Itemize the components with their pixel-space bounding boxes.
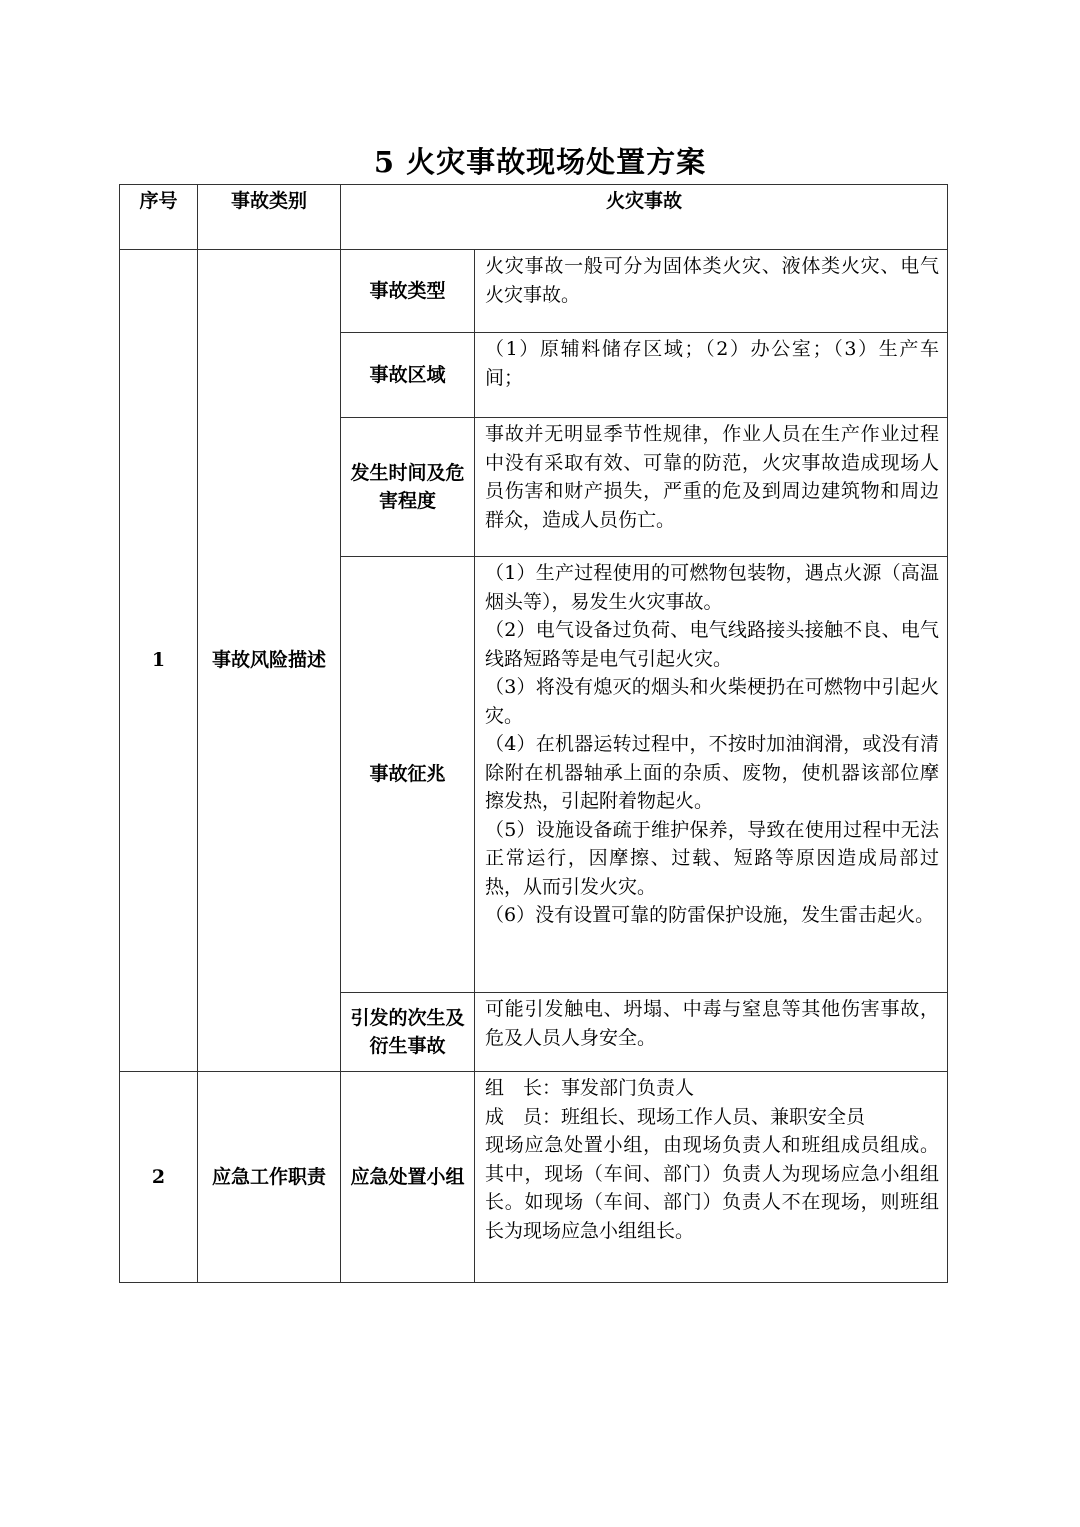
row-label: 事故类型	[341, 250, 475, 333]
disposal-plan-table	[119, 184, 948, 1283]
section-category: 事故风险描述	[198, 250, 341, 1072]
content-line: 火灾事故一般可分为固体类火灾、液体类火灾、电气火灾事故。	[485, 255, 940, 306]
content-line: 可能引发触电、坍塌、中毒与窒息等其他伤害事故，危及人员人身安全。	[485, 998, 940, 1049]
row-label: 发生时间及危害程度	[341, 418, 475, 557]
row-label: 事故征兆	[341, 557, 475, 993]
row-label: 事故区域	[341, 333, 475, 418]
row-content	[475, 250, 948, 333]
content-line: 组 长：事发部门负责人	[485, 1077, 695, 1099]
row-label: 引发的次生及衍生事故	[341, 993, 475, 1072]
content-line: （5）设施设备疏于维护保养，导致在使用过程中无法正常运行，因摩擦、过载、短路等原因造成局部过热，从而引发火灾。	[485, 818, 940, 898]
content-line: （2）电气设备过负荷、电气线路接头接触不良、电气线路短路等是电气引起火灾。	[485, 619, 940, 670]
content-line: （1）生产过程使用的可燃物包装物，遇点火源（高温烟头等），易发生火灾事故。	[485, 562, 940, 613]
table-row	[120, 250, 948, 333]
content-line: 事故并无明显季节性规律，作业人员在生产作业过程中没有采取有效、可靠的防范，火灾事故造成现场人员伤害和财产损失，严重的危及到周边建筑物和周边群众，造成人员伤亡。	[485, 423, 940, 531]
content-line: 成 员：班组长、现场工作人员、兼职安全员	[485, 1105, 866, 1128]
header-accident-type: 火灾事故	[341, 185, 948, 250]
row-content	[475, 993, 948, 1072]
content-line: （4）在机器运转过程中，不按时加油润滑，或没有清除附在机器轴承上面的杂质、废物，使机器该部位摩擦发热，引起附着物起火。	[485, 733, 940, 812]
content-line: （3）将没有熄灭的烟头和火柴梗扔在可燃物中引起火灾。	[485, 676, 940, 727]
table-row	[120, 1072, 948, 1283]
header-no: 序号	[120, 185, 198, 250]
header-row	[120, 185, 948, 250]
row-content	[475, 333, 948, 418]
row-label: 应急处置小组	[341, 1072, 475, 1283]
content-line: （1）原辅料储存区域；（2）办公室；（3）生产车间；	[485, 338, 940, 389]
section-no: 1	[120, 250, 198, 1072]
row-content	[475, 557, 948, 993]
section-category: 应急工作职责	[198, 1072, 341, 1283]
page-title: 5 火灾事故现场处置方案	[373, 145, 707, 179]
content-line: 现场应急处置小组，由现场负责人和班组成员组成。其中，现场（车间、部门）负责人为现场应急小组组长。如现场（车间、部门）负责人不在现场，则班组长为现场应急小组组长。	[485, 1134, 940, 1242]
row-content	[475, 1072, 948, 1283]
content-line: （6）没有设置可靠的防雷保护设施，发生雷击起火。	[485, 904, 935, 926]
header-category: 事故类别	[198, 185, 341, 250]
section-no: 2	[120, 1072, 198, 1283]
row-content	[475, 418, 948, 557]
